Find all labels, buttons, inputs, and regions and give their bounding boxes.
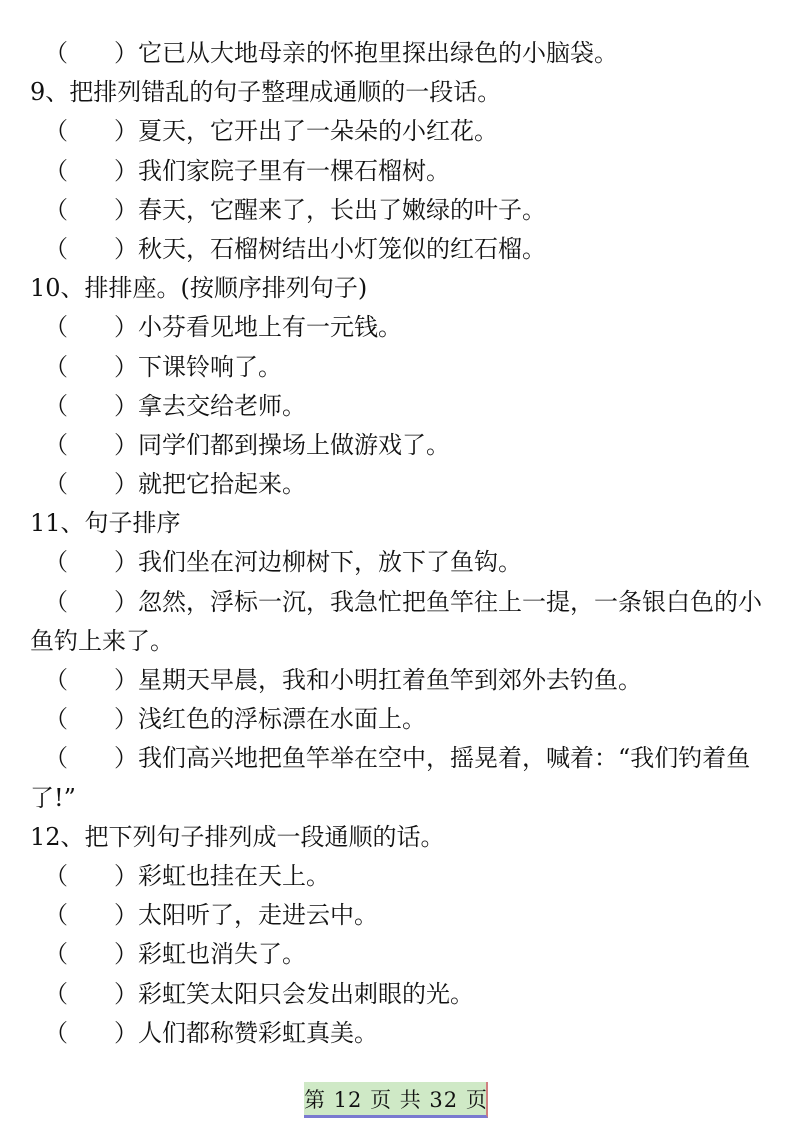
sentence-text: 我们家院子里有一棵石榴树。 (138, 156, 450, 185)
answer-blank-close-paren: ） (114, 548, 138, 577)
answer-blank-close-paren: ） (114, 39, 138, 67)
sentence-item (30, 543, 775, 582)
answer-blank-open-paren: （ (44, 548, 68, 577)
sentence-item (30, 935, 775, 974)
sentence-text: 我们坐在河边柳树下，放下了鱼钩。 (138, 548, 522, 577)
sentence-item (30, 857, 775, 896)
sentence-item (30, 152, 775, 191)
answer-blank-close-paren: ） (114, 705, 138, 734)
sentence-item (30, 348, 775, 387)
sentence-text: 拿去交给老师。 (138, 391, 306, 420)
answer-blank-close-paren: ） (114, 1018, 138, 1047)
sentence-item (30, 387, 775, 426)
answer-blank-open-paren: （ (44, 940, 68, 969)
answer-blank-open-paren: （ (44, 979, 68, 1008)
question-heading: 12、把下列句子排列成一段通顺的话。 (30, 822, 445, 851)
answer-blank-open-paren: （ (44, 430, 68, 459)
sentence-text: 下课铃响了。 (138, 352, 282, 381)
sentence-text: 太阳听了，走进云中。 (138, 901, 378, 930)
answer-blank-open-paren: （ (44, 744, 68, 773)
answer-blank-close-paren: ） (114, 234, 138, 263)
answer-blank-close-paren: ） (114, 352, 138, 381)
sentence-text: 浅红色的浮标漂在水面上。 (138, 705, 426, 734)
sentence-text: 人们都称赞彩虹真美。 (138, 1018, 378, 1047)
sentence-item (30, 426, 775, 465)
answer-blank-close-paren: ） (114, 744, 138, 773)
answer-blank-open-paren: （ (44, 313, 68, 342)
page-number-footer: 第 12 页 共 32 页 (304, 1082, 488, 1118)
sentence-text: 星期天早晨，我和小明扛着鱼竿到郊外去钓鱼。 (138, 666, 642, 695)
answer-blank-close-paren: ） (114, 430, 138, 459)
sentence-item (30, 1014, 775, 1053)
sentence-item (30, 230, 775, 269)
sentence-text: 同学们都到操场上做游戏了。 (138, 430, 450, 459)
answer-blank-open-paren: （ (44, 470, 68, 499)
answer-blank-open-paren: （ (44, 666, 68, 695)
question-heading: 11、句子排序 (30, 509, 181, 538)
sentence-item (30, 112, 775, 151)
question-heading: 9、把排列错乱的句子整理成通顺的一段话。 (30, 78, 502, 107)
sentence-text: 彩虹也消失了。 (138, 940, 306, 969)
answer-blank-close-paren: ） (114, 195, 138, 224)
answer-blank-open-paren: （ (44, 234, 68, 263)
answer-blank-open-paren: （ (44, 862, 68, 890)
answer-blank-open-paren: （ (44, 587, 68, 616)
answer-blank-open-paren: （ (44, 352, 68, 381)
answer-blank-open-paren: （ (44, 117, 68, 146)
sentence-text: 忽然，浮标一沉，我急忙把鱼竿往上一提，一条银白色的小鱼钓上来了。 (30, 587, 762, 655)
sentence-item (30, 34, 775, 73)
sentence-item (30, 308, 775, 347)
worksheet-content (30, 34, 775, 1053)
sentence-text: 就把它拾起来。 (138, 470, 306, 499)
sentence-text: 我们高兴地把鱼竿举在空中，摇晃着，喊着：“我们钓着鱼了!” (30, 744, 751, 812)
answer-blank-open-paren: （ (44, 1018, 68, 1047)
sentence-text: 小芬看见地上有一元钱。 (138, 313, 402, 342)
answer-blank-close-paren: ） (114, 666, 138, 695)
sentence-item (30, 465, 775, 504)
answer-blank-open-paren: （ (44, 391, 68, 420)
sentence-item (30, 739, 775, 817)
answer-blank-close-paren: ） (114, 156, 138, 185)
answer-blank-close-paren: ） (114, 470, 138, 499)
sentence-item (30, 896, 775, 935)
sentence-item (30, 975, 775, 1014)
sentence-text: 它已从大地母亲的怀抱里探出绿色的小脑袋。 (138, 39, 618, 67)
sentence-item (30, 191, 775, 230)
answer-blank-close-paren: ） (114, 313, 138, 342)
answer-blank-close-paren: ） (114, 117, 138, 146)
sentence-item (30, 661, 775, 700)
question-heading: 10、排排座。(按顺序排列句子) (30, 274, 368, 303)
sentence-text: 彩虹也挂在天上。 (138, 862, 330, 890)
answer-blank-open-paren: （ (44, 901, 68, 930)
answer-blank-close-paren: ） (114, 587, 138, 616)
sentence-item (30, 700, 775, 739)
answer-blank-close-paren: ） (114, 391, 138, 420)
sentence-text: 春天，它醒来了，长出了嫩绿的叶子。 (138, 195, 546, 224)
sentence-item (30, 583, 775, 661)
answer-blank-close-paren: ） (114, 979, 138, 1008)
answer-blank-open-paren: （ (44, 156, 68, 185)
sentence-text: 秋天，石榴树结出小灯笼似的红石榴。 (138, 234, 546, 263)
answer-blank-close-paren: ） (114, 862, 138, 890)
answer-blank-close-paren: ） (114, 901, 138, 930)
sentence-text: 夏天，它开出了一朵朵的小红花。 (138, 117, 498, 146)
answer-blank-open-paren: （ (44, 39, 68, 67)
answer-blank-open-paren: （ (44, 705, 68, 734)
answer-blank-close-paren: ） (114, 940, 138, 969)
answer-blank-open-paren: （ (44, 195, 68, 224)
sentence-text: 彩虹笑太阳只会发出刺眼的光。 (138, 979, 474, 1008)
